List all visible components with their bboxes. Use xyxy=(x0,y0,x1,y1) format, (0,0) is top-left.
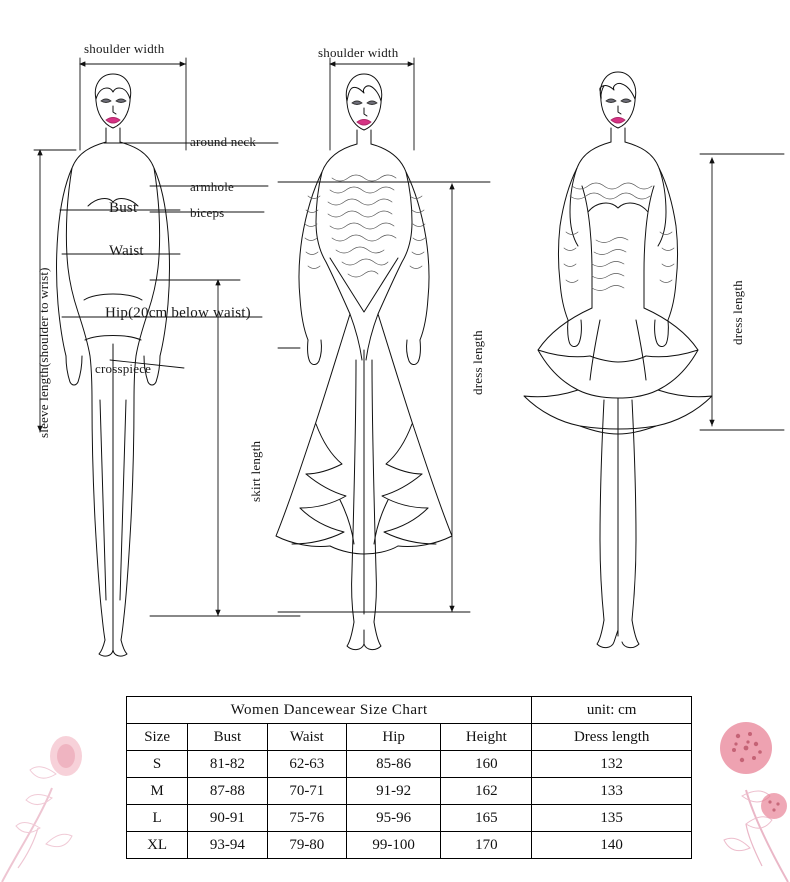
figure-3-short-dress xyxy=(524,72,712,648)
cell-size: XL xyxy=(127,832,188,859)
cell-height: 162 xyxy=(441,778,532,805)
label-dress-length-2: dress length xyxy=(730,280,745,345)
cell-hip: 95-96 xyxy=(347,805,441,832)
cell-size: L xyxy=(127,805,188,832)
cell-hip: 85-86 xyxy=(347,751,441,778)
label-skirt-length: skirt length xyxy=(248,440,263,502)
label-armhole: armhole xyxy=(190,179,234,194)
label-around-neck: around neck xyxy=(190,134,257,149)
cell-dress-length: 133 xyxy=(532,778,692,805)
flower-decoration-left xyxy=(0,678,140,882)
table-row xyxy=(127,778,692,805)
column-header-bust: Bust xyxy=(188,724,267,751)
table-header-row xyxy=(127,724,692,751)
figure-1-guides xyxy=(34,58,300,616)
label-shoulder-width-1: shoulder width xyxy=(84,41,165,56)
cell-waist: 62-63 xyxy=(267,751,346,778)
table-title-row xyxy=(127,697,692,724)
label-hip: Hip(20cm below waist) xyxy=(105,305,251,321)
cell-hip: 99-100 xyxy=(347,832,441,859)
cell-dress-length: 135 xyxy=(532,805,692,832)
cell-size: S xyxy=(127,751,188,778)
column-header-hip: Hip xyxy=(347,724,441,751)
figure-2-guides xyxy=(278,58,490,612)
table-row xyxy=(127,751,692,778)
cell-bust: 87-88 xyxy=(188,778,267,805)
chart-title: Women Dancewear Size Chart xyxy=(127,697,532,724)
cell-waist: 70-71 xyxy=(267,778,346,805)
cell-bust: 93-94 xyxy=(188,832,267,859)
column-header-waist: Waist xyxy=(267,724,346,751)
size-chart-section xyxy=(0,678,790,882)
table-row xyxy=(127,805,692,832)
label-bust: Bust xyxy=(109,200,138,216)
cell-waist: 75-76 xyxy=(267,805,346,832)
size-chart-table xyxy=(126,696,692,859)
cell-waist: 79-80 xyxy=(267,832,346,859)
cell-dress-length-highlight: 140 xyxy=(532,832,692,859)
label-shoulder-width-2: shoulder width xyxy=(318,45,399,60)
cell-bust: 81-82 xyxy=(188,751,267,778)
cell-height: 165 xyxy=(441,805,532,832)
label-sleeve-length: sleeve length(shoulder to wrist) xyxy=(36,267,51,438)
column-header-height: Height xyxy=(441,724,532,751)
table-row xyxy=(127,832,692,859)
label-waist: Waist xyxy=(109,243,144,259)
label-crosspiece: crosspiece xyxy=(95,361,152,376)
label-dress-length-1: dress length xyxy=(470,330,485,395)
column-header-dress-length: Dress length xyxy=(532,724,692,751)
cell-height: 170 xyxy=(441,832,532,859)
chart-unit: unit: cm xyxy=(532,697,692,724)
cell-hip: 91-92 xyxy=(347,778,441,805)
cell-dress-length: 132 xyxy=(532,751,692,778)
column-header-size: Size xyxy=(127,724,188,751)
cell-height: 160 xyxy=(441,751,532,778)
figure-2-long-dress xyxy=(276,74,452,650)
label-biceps: biceps xyxy=(190,205,225,220)
cell-size: M xyxy=(127,778,188,805)
cell-bust: 90-91 xyxy=(188,805,267,832)
